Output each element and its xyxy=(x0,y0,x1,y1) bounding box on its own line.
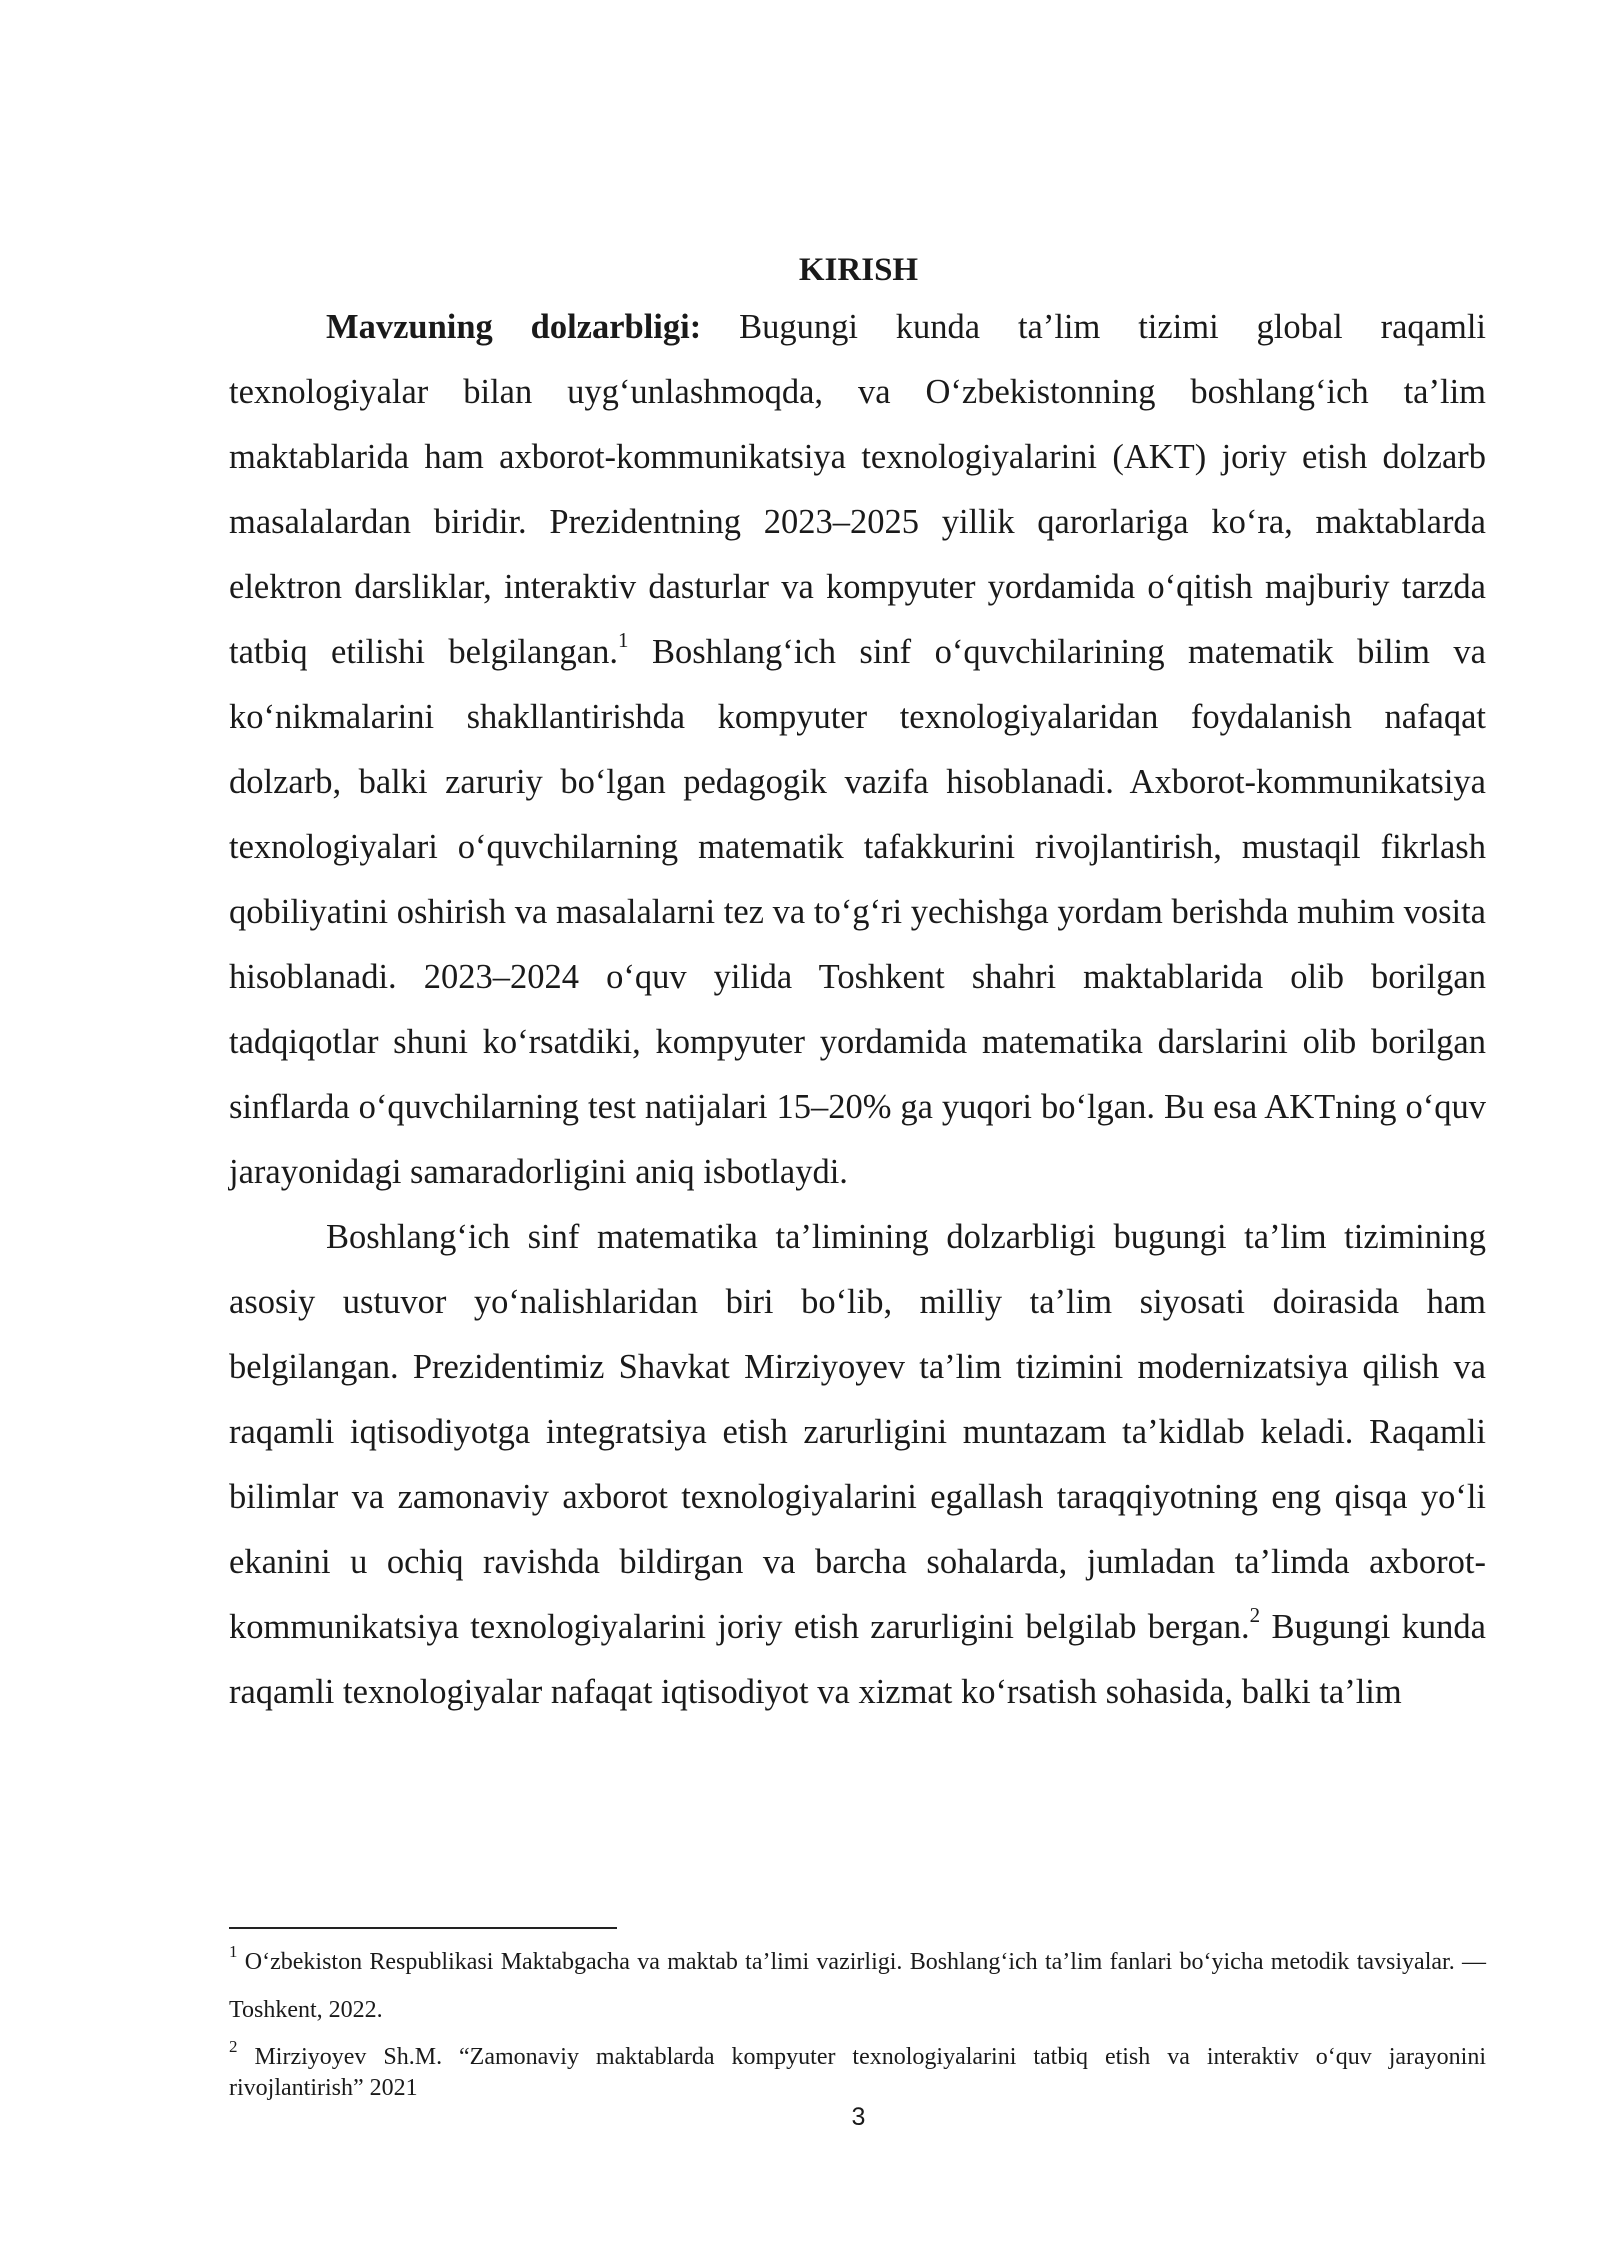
footnotes xyxy=(229,1938,1486,2104)
body-text xyxy=(229,295,1486,1725)
footnote-separator xyxy=(229,1927,617,1929)
footnote-reference[interactable]: 1 xyxy=(618,627,629,652)
paragraph-relevance xyxy=(229,295,1486,1205)
paragraph-text: Boshlang‘ich sinf matematika ta’limining dolzarbligi bugungi ta’lim tizimining asosiy ustuvor yo‘nalishlaridan biri bo‘lib, milliy ta’lim siyosati doirasida ham belgilangan. Prezidentimiz Shavkat Mirziyoyev ta’lim tizimini modernizatsiya qilish va raqamli iqtisodiyotga integratsiya etish zarurligini muntazam ta’kidlab keladi. Raqamli bilimlar va zamonaviy axborot texnologiyalarini egallash taraqqiyotning eng qisqa yo‘li ekanini u ochiq ravishda bildirgan va barcha sohalarda, jumladan ta’limda axborot-kommunikatsiya texnologiyalarini joriy etish zarurligini belgilab bergan. xyxy=(229,1218,1486,1646)
footnote-text: Mirziyoyev Sh.M. “Zamonaviy maktablarda kompyuter texnologiyalarini tatbiq etish va interaktiv o‘quv jarayonini rivojlantirish” 2021 xyxy=(229,2044,1486,2101)
page-title: KIRISH xyxy=(798,252,919,288)
paragraph-lead: Mavzuning dolzarbligi: xyxy=(326,308,702,346)
footnote-item xyxy=(229,1938,1486,2034)
paragraph-text: Boshlang‘ich sinf o‘quvchilarining matematik bilim va ko‘nikmalarini shakllantirishda kompyuter texnologiyalaridan foydalanish nafaqat dolzarb, balki zaruriy bo‘lgan pedagogik vazifa hisoblanadi. Axborot-kommunikatsiya texnologiyalari o‘quvchilarning matematik tafakkurini rivojlantirish, mustaqil fikrlash qobiliyatini oshirish va masalalarni tez va to‘g‘ri yechishga yordam berishda muhim vosita hisoblanadi. 2023–2024 o‘quv yilida Toshkent shahri maktablarida olib borilgan tadqiqotlar shuni ko‘rsatdiki, kompyuter yordamida matematika darslarini olib borilgan sinflarda o‘quvchilarning test natijalari 15–20% ga yuqori bo‘lgan. Bu esa AKTning o‘quv jarayonidagi samaradorligini aniq isbotlaydi. xyxy=(229,633,1486,1191)
paragraph-text: Bugungi kunda ta’lim tizimi global raqamli texnologiyalar bilan uyg‘unlashmoqda, va O‘zbekistonning boshlang‘ich ta’lim maktablarida ham axborot-kommunikatsiya texnologiyalarini (AKT) joriy etish dolzarb masalalardan biridir. Prezidentning 2023–2025 yillik qarorlariga ko‘ra, maktablarda elektron darsliklar, interaktiv dasturlar va kompyuter yordamida o‘qitish majburiy tarzda tatbiq etilishi belgilangan. xyxy=(229,308,1486,671)
footnote-text: O‘zbekiston Respublikasi Maktabgacha va maktab ta’limi vazirligi. Boshlang‘ich ta’lim fanlari bo‘yicha metodik tavsiyalar. — Toshkent, 2022. xyxy=(229,1949,1486,2023)
footnote-reference[interactable]: 2 xyxy=(1249,1602,1261,1627)
footnote-number: 2 xyxy=(229,2037,238,2056)
paragraph-education-policy xyxy=(229,1205,1486,1725)
page-number: 3 xyxy=(851,2103,866,2131)
paragraph-text: Bugungi kunda raqamli texnologiyalar nafaqat iqtisodiyot va xizmat ko‘rsatish sohasida, balki ta’lim xyxy=(229,1608,1486,1711)
footnote-number: 1 xyxy=(229,1942,238,1961)
footnote-item xyxy=(229,2037,1486,2104)
